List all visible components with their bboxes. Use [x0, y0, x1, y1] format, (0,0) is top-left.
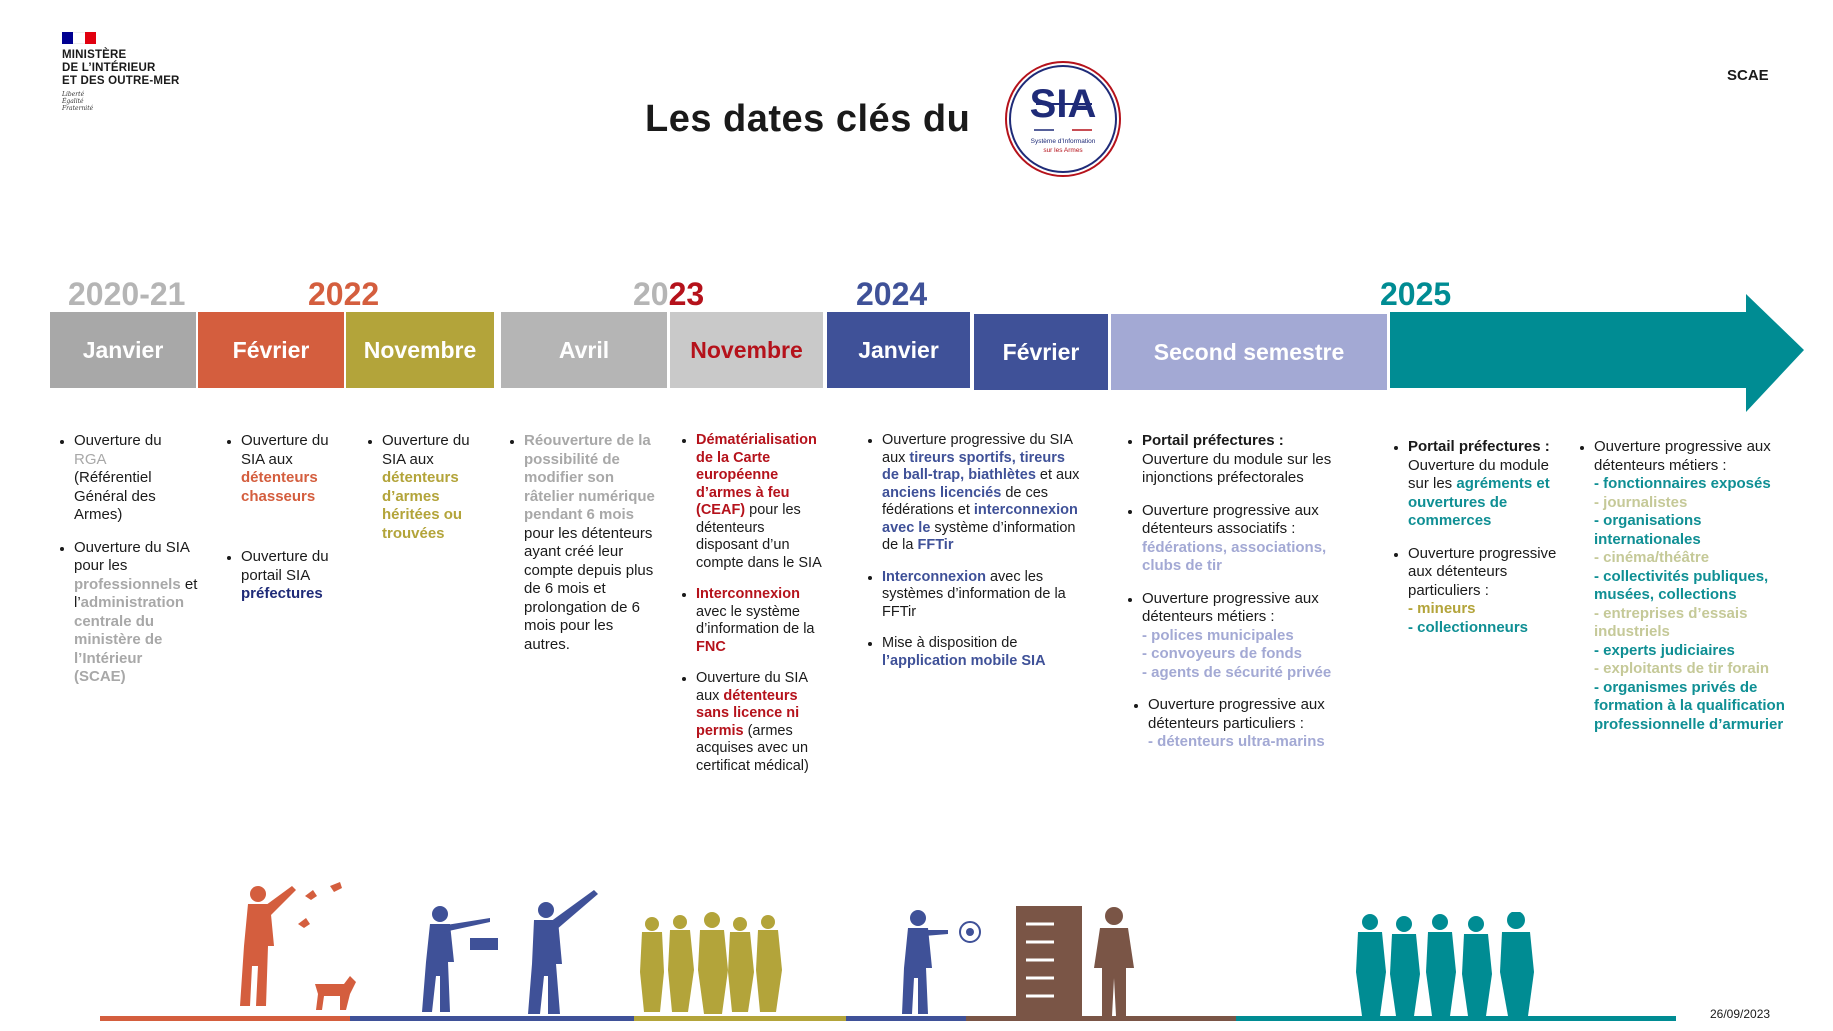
footer-date: 26/09/2023 [1710, 1007, 1771, 1021]
month-janvier-2024: Janvier [827, 312, 970, 388]
list-item: • Interconnexion avec les systèmes d’information de la FFTir [882, 569, 1084, 622]
list-item: • Portail préfectures : Ouverture du module sur les agréments et ouvertures de commerces [1408, 438, 1570, 531]
ground-strip-2025 [1236, 1016, 1676, 1021]
ground-strip-2022b [634, 1016, 846, 1021]
page-title: Les dates clés du [645, 98, 971, 140]
heirs-group-icon [636, 912, 786, 1018]
year-2022: 2022 [308, 276, 380, 312]
list-item: • Mise à disposition de l’application mobile SIA [882, 635, 1084, 670]
list-item: • Ouverture du SIA aux détenteurs chasseurs [241, 432, 345, 506]
col-2022-fevrier [225, 432, 345, 618]
list-item: • Ouverture du SIA aux détenteurs d’armes héritées ou trouvées [382, 432, 490, 543]
col-2025-b [1578, 438, 1796, 748]
biathlete-icon [410, 900, 500, 1018]
month-fevrier-2024: Février [974, 314, 1108, 390]
gun-rack-man-icon [1014, 906, 1144, 1018]
year-2020-21: 2020-21 [68, 276, 186, 312]
republic-motto: Liberté Égalité Fraternité [62, 91, 94, 112]
year-2023 [633, 276, 704, 313]
sia-badge-letters: SIA [1029, 82, 1097, 126]
col-2023-avril [508, 432, 656, 668]
col-2025-a [1392, 438, 1570, 651]
col-2024-janvier-fevrier [866, 432, 1084, 684]
trap-shooter-icon [520, 880, 600, 1018]
sport-shooter-icon [898, 908, 988, 1018]
ground-strip-2023 [966, 1016, 1236, 1021]
list-item: • Ouverture du RGA (Référentiel Général des Armes) [74, 432, 198, 525]
col-2022-novembre [366, 432, 490, 557]
french-flag-icon [62, 32, 96, 44]
ministry-logo [62, 32, 180, 112]
list-item: • Ouverture progressive aux détenteurs métiers : - polices municipales - convoyeurs de fonds - agents de sécurité privée [1142, 590, 1338, 683]
year-2025: 2025 [1380, 276, 1452, 312]
list-item: • Interconnexion avec le système d’information de la FNC [696, 586, 828, 656]
timeline-arrow-2025 [1390, 294, 1804, 412]
col-2024-second-semestre [1126, 432, 1338, 766]
month-fevrier-2022: Février [198, 312, 344, 388]
sia-badge-sub1: Système d’Information [1030, 138, 1096, 145]
ministry-name: MINISTÈRE DE L’INTÉRIEUR ET DES OUTRE-MER [62, 49, 180, 87]
month-novembre-2023: Novembre [670, 312, 823, 388]
list-item: • Réouverture de la possibilité de modifier son râtelier numérique pendant 6 mois pour les détenteurs ayant créé leur compte depuis plus de 6 mois et prolongation de 6 mois pour les autres. [524, 432, 656, 654]
list-item: • Ouverture progressive aux détenteurs associatifs : fédérations, associations, clubs de tir [1142, 502, 1338, 576]
month-janvier-2020: Janvier [50, 312, 196, 388]
org-label: SCAE [1727, 67, 1769, 84]
year-2023-part1: 20 [633, 276, 669, 312]
list-item: • Ouverture du SIA pour les professionnels et l’administration centrale du ministère de l’Intérieur (SCAE) [74, 539, 198, 687]
month-second-semestre: Second semestre [1111, 314, 1387, 390]
ground-strip-2024b [846, 1016, 966, 1021]
year-2023-part2: 23 [668, 276, 705, 312]
sia-logo-badge [1004, 60, 1122, 178]
list-item: • Ouverture du portail SIA préfectures [241, 548, 345, 604]
hunter-dog-icon [220, 876, 360, 1018]
list-item: • Ouverture progressive aux détenteurs particuliers : - détenteurs ultra-marins [1148, 696, 1338, 752]
list-item: • Ouverture progressive aux détenteurs métiers : - fonctionnaires exposés - journalistes - organisations internationales - cinéma/théâtre - collectivités publiques, musées, collections - entreprises d’essais industriels - experts judiciaires - exploitants de tir forain - organismes privés de formation à la qualification professionnelle d’armurier [1594, 438, 1796, 734]
year-2024: 2024 [856, 276, 928, 312]
month-avril-2023: Avril [501, 312, 667, 388]
month-novembre-2022: Novembre [346, 312, 494, 388]
list-item: • Portail préfectures : Ouverture du module sur les injonctions préfectorales [1142, 432, 1338, 488]
list-item: • Ouverture progressive du SIA aux tireurs sportifs, tireurs de ball-trap, biathlètes et aux anciens licenciés de ces fédérations et interconnexion avec le système d’information de la FFTir [882, 432, 1084, 555]
ground-strip-2022 [100, 1016, 350, 1021]
sia-badge-sub2: sur les Armes [1043, 147, 1083, 154]
list-item: • Dématérialisation de la Carte européenne d’armes à feu (CEAF) pour les détenteurs disposant d’un compte dans le SIA [696, 432, 828, 572]
list-item: • Ouverture du SIA aux détenteurs sans licence ni permis (armes acquises avec un certificat médical) [696, 670, 828, 775]
list-item: • Ouverture progressive aux détenteurs particuliers : - mineurs - collectionneurs [1408, 545, 1570, 638]
professionals-group-icon [1350, 912, 1550, 1018]
col-2020-janvier [58, 432, 198, 701]
ground-strip-2024a [350, 1016, 634, 1021]
col-2023-novembre [680, 432, 828, 789]
